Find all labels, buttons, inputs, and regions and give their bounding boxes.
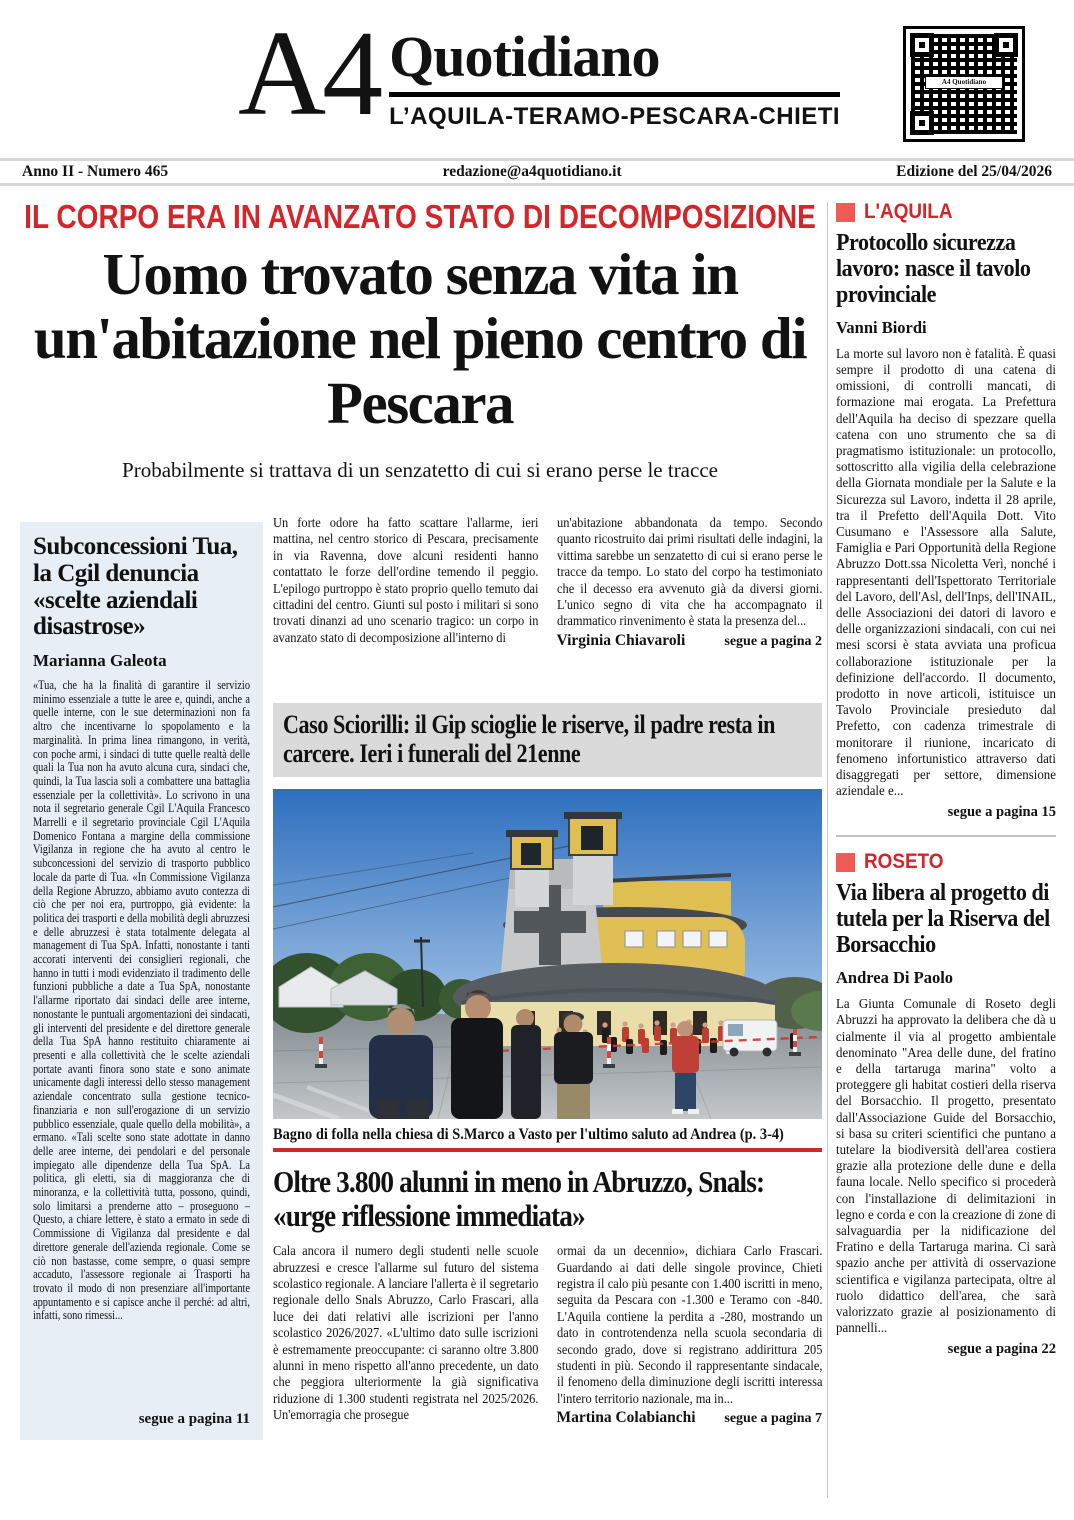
lead-body-col1: Un forte odore ha fatto scattare l'allarme, ieri mattina, nel centro storico di Pescara, precisamente in via Ravenna, dove alcuni residenti hanno contattato le forze dell'ordine temendo il peggio. L'epilogo purtroppo è stato proprio quello temuto dai cittadini del centro. Giunti sul posto i militari si sono trovati dinanzi ad uno scenario tragico: un corpo in avanzato stato di decomposizione all'interno di [273, 515, 539, 645]
redaction-email: redazione@a4quotidiano.it [442, 163, 622, 180]
church-funeral-photo [273, 789, 822, 1119]
issue-number: Anno II - Numero 465 [22, 163, 169, 180]
edition-date: Edizione del 25/04/2026 [896, 163, 1052, 180]
lead-deck: Probabilmente si trattava di un senzatetto di cui si erano perse le tracce [122, 458, 718, 482]
qr-code-label: A4 Quotidiano [925, 76, 1003, 89]
roseto-author: Andrea Di Paolo [836, 968, 954, 988]
qr-code-icon [903, 26, 1025, 142]
roseto-tag-label: ROSETO [864, 850, 944, 874]
logo-name: Quotidiano [389, 24, 660, 89]
snals-continuation: segue a pagina 7 [724, 1411, 822, 1427]
masthead-subtitle: L’AQUILA-TERAMO-PESCARA-CHIETI [389, 103, 841, 130]
logo-a4: A4 [238, 6, 380, 141]
lead-kicker: IL CORPO ERA IN AVANZATO STATO DI DECOMPOSIZIONE [24, 198, 816, 235]
tua-continuation: segue a pagina 11 [138, 1411, 250, 1427]
right-sidebar [836, 200, 1056, 1358]
roseto-title: Via libera al progetto di tutela per la Riserva del Borsacchio [836, 880, 1050, 959]
snals-headline: Oltre 3.800 alunni in meno in Abruzzo, Snals: «urge riflessione immediata» [273, 1164, 765, 1233]
tua-author: Marianna Galeota [33, 651, 167, 670]
tua-body: «Tua, che ha la finalità di garantire il servizio minimo essenziale a tutte le aree e, quindi, anche a quelle interne, con le sue determinazioni non fa altro che incentivarne lo spopolamento e la marginalità. In prima linea rimangono, in verità, con poche armi, i sindaci di tutte quelle realtà delle quali la Tua non ha avuto alcuna cura, sindaci che, quindi, la Tua lascia soli a combattere una battaglia essenziale per la collettività». Lo scrivono in una nota il segretario generale Cgil L'Aquila Francesco Marrelli e il segretario provinciale Cgil L'Aquila Domenico Fontana a margine della commissione Vigilanza in regione che ha avuto al centro le subconcessioni del servizio di trasporto pubblico locale da parte di Tua. «In Commissione Vigilanza della Regione Abruzzo, abbiamo avuto contezza di ciò che per noi era, purtroppo, già evidente: la politica dei trasporti e della mobilità degli abruzzesi e delle abruzzesi è stata totalmente delegata al management di Tua SpA. Infatti, nonostante i tanti accorati interventi dei consiglieri regionali, che hanno in tutti i modi evidenziato il tradimento delle funzioni pubbliche a date a Tua SpA, nonostante l'allarme riportato dai sindaci delle aree interne, nonostante le puntuali argomentazioni dei sindacati, gli interventi del presidente e del direttore generale della Tua SpA hanno restituito chiaramente ai presenti e alla collettività che le scelte aziendali portate avanti finora sono state e sono animate unicamente dagli interessi dello stesso management aziendale concentrato sulla gestione tecnico-finanziaria e non sull'erogazione di un servizio pubblico essenziale, quale quello della mobilità», a ermano. «Tali scelte sono state adottate in danno delle aree interne, dei pendolari e del personale impiegato alle dipendenze della Tua SpA. La politica, gli eletti, sia di maggioranza che di minoranza, e la collettività tutta, possono, quindi, solo limitarsi a prenderne atto – proseguono – Questo, a chiare lettere, è stato a ermato in sede di Commissione di Vigilanza dal presidente e dal direttore generale dell'azienda regionale. Come se ciò non bastasse, come sempre, o quasi sempre accaduto, l'assessore regionale ai Trasporti ha trovato il modo di non presenziare all'importante appuntamento e si capisce anche il perché: ad altri, infatti, sono rimessi... [33, 679, 250, 1323]
red-square-icon [836, 853, 855, 872]
snals-body-col1: Cala ancora il numero degli studenti nelle scuole abruzzesi e cresce l'allarme sul futuro del sistema scolastico regionale. A lanciare l'allerta è il segretario regionale dello Snals Abruzzo, Carlo Frascari, alla luce dei dati relativi alle iscrizioni per l'anno scolastico 2026/2027. «L'ultimo dato sulle iscrizioni è estremamente preoccupante: ci saranno oltre 3.800 alunni in meno rispetto all'anno precedente, un dato che peggiora ulteriormente la già significativa riduzione di 1.300 studenti registrata nel 2025/2026. Un'emorragia che prosegue [273, 1243, 539, 1423]
info-bar [0, 158, 1074, 186]
masthead [0, 6, 1074, 156]
section-tag-aquila [836, 200, 1056, 224]
photo-caption: Bagno di folla nella chiesa di S.Marco a Vasto per l'ultimo saluto ad Andrea (p. 3-4) [273, 1126, 784, 1144]
caption-red-rule [273, 1148, 822, 1152]
sidebar-divider-rule [827, 202, 828, 1498]
snals-body-col2: ormai da un decennio», dichiara Carlo Frascari. Guardando ai dati delle singole province, Chieti registra il calo più pesante con 1.400 iscritti in meno, seguita da Pescara con -1.300 e Teramo con -840. L'Aquila contiene la perdita a -280, mostrando un dato in controtendenza nella scuola secondaria di secondo grado, dove si registrano addirittura 205 studenti in più. Secondo il rappresentante sindacale, il fenomeno della diminuzione degli iscritti interessa l'intero territorio nazionale, ma in... Martina Colabianchi segue a pagina 7 [556, 1243, 822, 1427]
lead-continuation: segue a pagina 2 [724, 633, 822, 649]
tua-title: Subconcessioni Tua, la Cgil denuncia «scelte aziendali disastrose» [33, 533, 238, 641]
masthead-logo [238, 6, 841, 141]
lead-body [273, 515, 822, 693]
lead-author: Virginia Chiavaroli [556, 631, 686, 649]
lead-headline: Uomo trovato senza vita in un'abitazione nel pieno centro di Pescara [33, 241, 807, 436]
aquila-tag-label: L'AQUILA [864, 200, 953, 223]
section-tag-roseto [836, 850, 1056, 874]
red-square-icon [836, 203, 855, 222]
aquila-author: Vanni Biordi [836, 317, 927, 337]
lead-body-col2: un'abitazione abbandonata da tempo. Secondo quanto ricostruito dai primi risultati delle indagini, la vittima sarebbe un senzatetto di cui si erano perse le tracce da tempo. Lo stato del corpo ha testimoniato che il decesso era avvenuto già da diversi giorni. L'unico segno di vita che ha accompagnato il drammatico rinvenimento è stata la presenza del... Virginia Chiavaroli segue a pagina 2 [556, 515, 822, 649]
aquila-title: Protocollo sicurezza lavoro: nasce il tavolo provinciale [836, 230, 1031, 308]
snals-author: Martina Colabianchi [556, 1409, 696, 1427]
aquila-body: La morte sul lavoro non è fatalità. È quasi sempre il prodotto di una catena di omissioni, di controlli mancati, di formazione mai erogata. La Prefettura dell'Aquila ha deciso di spezzare quella catena con uno strumento che sa di pragmatismo istituzionale: un protocollo, sottoscritto alla vigilia della celebrazione della Giornata mondiale per la Salute e la Sicurezza sul Lavoro, indetta il 28 aprile, tra il Prefetto dell'Aquila Dott. Vito Cusumano e l'Assessore alla Salute, Famiglia e Pari Opportunità della Regione Abruzzo Dott.ssa Nicoletta Verì, nonché i rappresentanti dell'Ispettorato Territoriale del Lavoro, dell'Asl, dell'Inps, dell'INAIL, delle Associazioni dei datori di lavoro e delle organizzazioni sindacali, con cui nei mesi scorsi è stata avviata una proficua collaborazione istituzionale per la definizione dell'accordo. Il documento, prodotto in nove articoli, istituisce un Tavolo Provinciale presieduto dal Prefetto, con cadenza trimestrale di monitorare il riunione, incaricato di fenomeno infortunistico attraverso dati disaggregati per settore, dimensione aziendale e... [836, 345, 1056, 799]
center-column [273, 515, 822, 1428]
article-tua-panel [20, 522, 263, 1440]
roseto-body: La Giunta Comunale di Roseto degli Abruzzi ha approvato la delibera che dà u cialmente il via al progetto ambientale denominato "Area delle dune, del fratino e della tartaruga marina" volto a proteggere gli habitat costieri della riserva del Borsacchio. Il progetto, presentato dall'Associazione Guide del Borsacchio, si basa su criteri scientifici che puntano a tutelare la biodiversità dell'area costiera grazie alla protezione delle dune e della fauna locale. Nello specifico si procederà con l'installazione di delimitazioni in legno e corda e con la creazione di zone di salvaguardia per la nidificazione del Fratino e della Tartaruga marina. Ci sarà spazio anche per attività di osservazione scientifica e vigilanza partecipata, oltre al ruolo didattico dell'area, che sarà valorizzato grazie al posizionamento di pannelli... [836, 996, 1056, 1336]
roseto-continuation: segue a pagina 22 [947, 1341, 1056, 1358]
sciorilli-headline-box: Caso Sciorilli: il Gip scioglie le riserve, il padre resta in carcere. Ieri i funerali del 21enne [273, 703, 822, 777]
masthead-rule [389, 92, 840, 97]
sidebar-section-divider [836, 835, 1056, 837]
aquila-continuation: segue a pagina 15 [947, 804, 1056, 821]
snals-body [273, 1243, 822, 1427]
